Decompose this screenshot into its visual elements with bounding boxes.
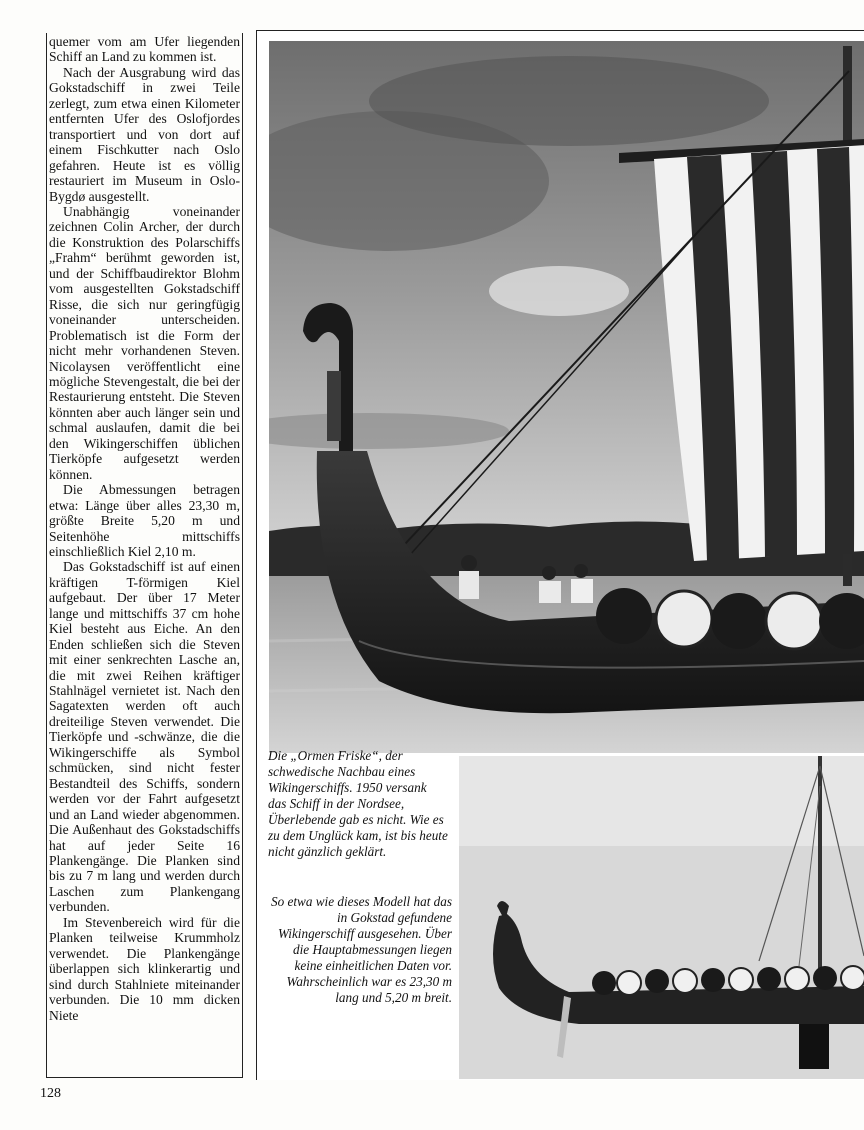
paragraph-4: Die Abmessungen betragen etwa: Länge über alles 23,30 m, größte Breite 5,20 m und Seitenhöhe mittschiffs einschließlich Kiel 2,10 m. xyxy=(49,482,240,559)
paragraph-5: Das Gokstadschiff ist auf einen kräftigen T-förmigen Kiel aufgebaut. Der über 17 Meter lange und mittschiffs 37 cm hohe Kiel besteht aus Eiche. An den Enden schließen sich die Steven mit einer senkrechten Lasche an, die mit zwei Reihen kräftiger Stahlnägel vernietet ist. Nach den Sagatexten werden oft auch dreiteilige Steven verwendet. Die Tierköpfe und -schwänze, die die Wikingerschiffe als Symbol schmücken, sind nicht fester Bestandteil des Schiffs, sondern werden vor der Fahrt aufgesetzt und an Land wieder abgenommen. Die Außenhaut des Gokstadschiffs hat auf jeder Seite 16 Plankengänge. Die Planken sind bis zu 7 m lang und werden durch Laschen zum Plankengang verbunden. xyxy=(49,559,240,915)
paragraph-3: Unabhängig voneinander zeichnen Colin Archer, der durch die Konstruktion des Polarschiffs „Frahm“ berühmt geworden ist, und der Schiffbaudirektor Blohm vom ausgestellten Gokstadschiff Risse, die sich nur geringfügig voneinander unterscheiden. Problematisch ist die Form der nicht mehr vorhandenen Steven. Nicolaysen veröffentlicht eine mögliche Stevengestalt, die bei der Restaurierung entsteht. Die Steven könnten aber auch länger sein und schmal auslaufen, damit die bei den Wikingerschiffen üblichen Tierköpfe aufgesetzt werden können. xyxy=(49,203,240,482)
paragraph-6: Im Stevenbereich wird für die Planken teilweise Krummholz verwendet. Die Plankengänge überlappen sich klinkerartig und sind durch Stahlniete miteinander verbunden. Die 10 mm dicken Niete xyxy=(49,914,240,1023)
paragraph-1: quemer vom am Ufer liegenden Schiff an Land zu kommen ist. xyxy=(49,34,240,65)
body-text xyxy=(47,33,242,1023)
page-number: 128 xyxy=(40,1086,61,1101)
photo-caption-bottom: So etwa wie dieses Modell hat das in Gokstad gefundene Wikingerschiff ausgesehen. Über die Hauptabmessungen liegen keine einheitlichen Daten vor. Wahrscheinlich war es 23,30 m lang und 5,20 m breit. xyxy=(271,894,452,1005)
ship-model-photo xyxy=(459,756,864,1079)
viking-ship-photo xyxy=(269,41,864,753)
paragraph-2: Nach der Ausgrabung wird das Gokstadschiff in zwei Teile zerlegt, zum etwa einen Kilometer entfernten Ufer des Oslofjordes transportiert und von dort auf einem Fischkutter nach Oslo gefahren. Heute ist es völlig restauriert im Museum in Oslo-Bygdø ausgestellt. xyxy=(49,64,240,204)
text-column xyxy=(46,33,243,1078)
photo-caption-top: Die „Ormen Friske“, der schwedische Nachbau eines Wikingerschiffs. 1950 versank das Schiff in der Nordsee, Überlebende gab es nicht. Wie es zu dem Unglück kam, ist bis heute nicht gänzlich geklärt. xyxy=(268,748,448,859)
